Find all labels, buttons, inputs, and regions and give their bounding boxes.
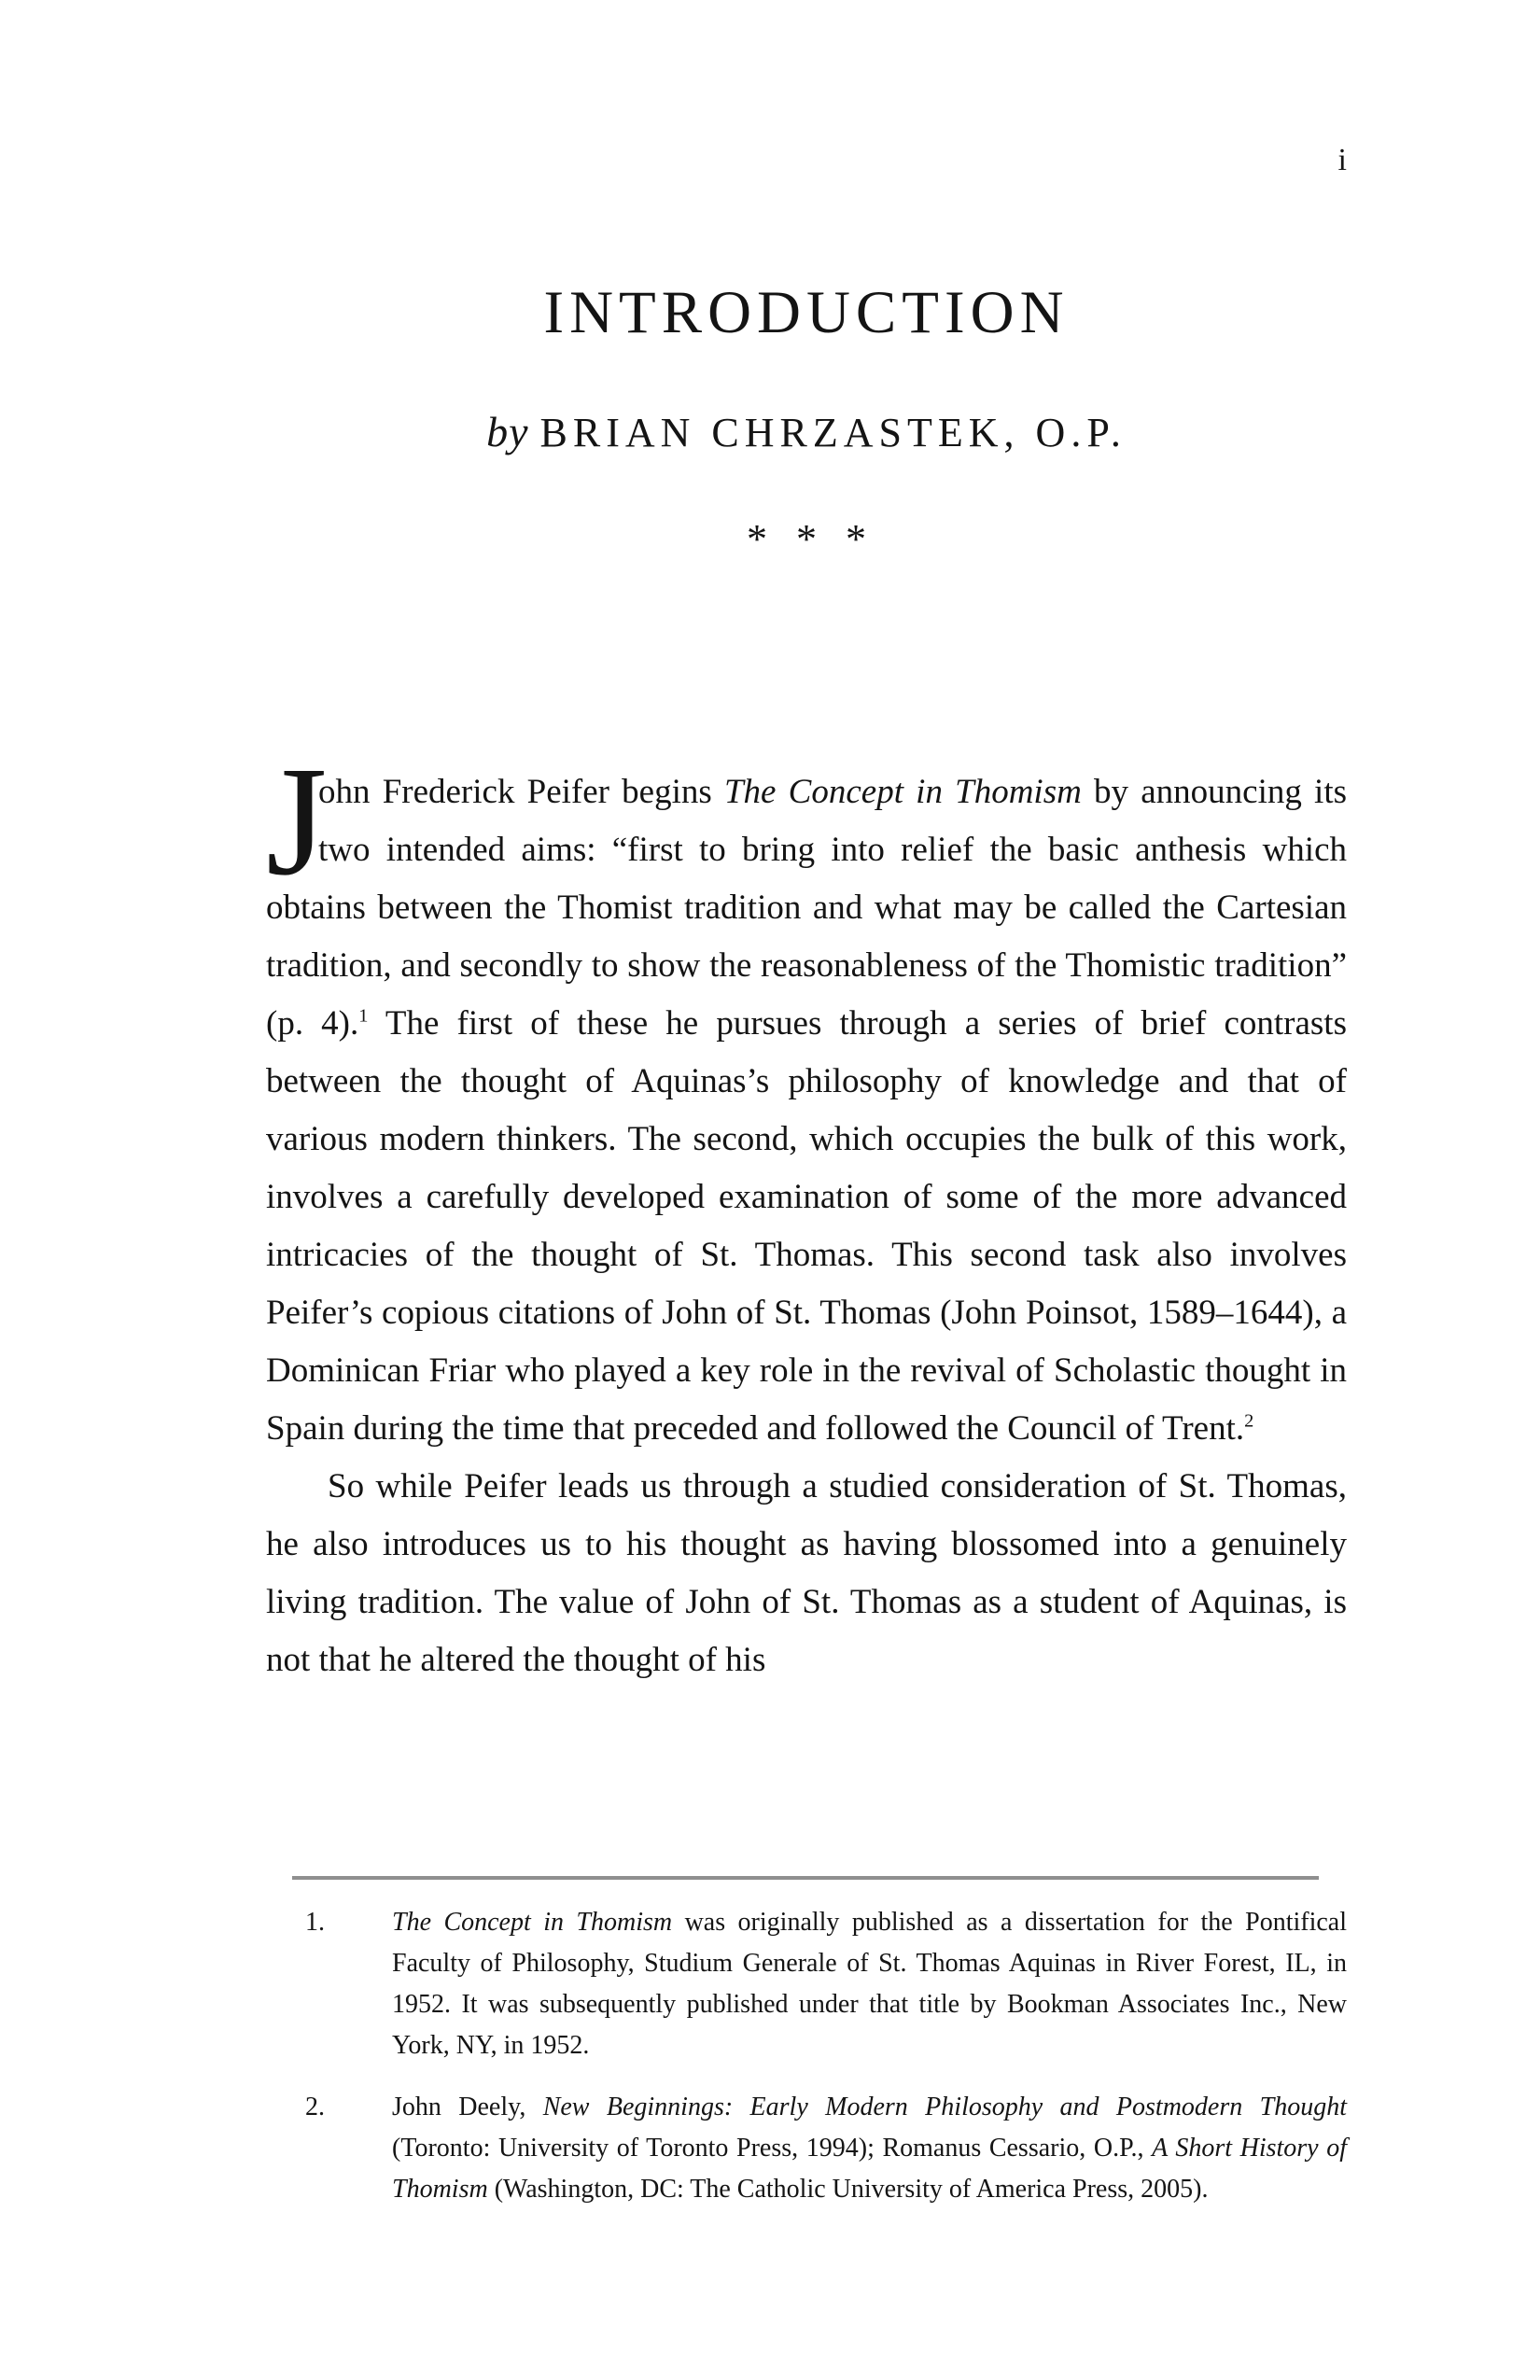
- footnote: [266, 2087, 1347, 2210]
- footnote-rule: [292, 1876, 1319, 1880]
- footnote-number: 2.: [305, 2093, 325, 2121]
- section-divider: * * *: [747, 516, 866, 562]
- footnotes-section: [266, 1876, 1347, 2210]
- byline: [229, 407, 1384, 456]
- footnote-text: John Deely, New Beginnings: Early Modern Philosophy and Postmodern Thought (Toronto: University of Toronto Press, 1994); Romanus Cessario, O.P., A Short History of Thomism (Washington, DC: The Catholic University of America Press, 2005).: [392, 2093, 1347, 2204]
- paragraph: J ohn Frederick Peifer begins The Concept in Thomism by announcing its two intended aims: “first to bring into relief the basic anthesis which obtains between the Thomist tradition and what may be called the Cartesian tradition, and secondly to show the reasonableness of the Thomistic tradition” (p. 4).$^1$ The first of these he pursues through a series of brief contrasts between the thought of Aquinas’s philosophy of knowledge and that of various modern thinkers. The second, which occupies the bulk of this work, involves a carefully developed examination of some of the more advanced intricacies of the thought of St. Thomas. This second task also involves Peifer’s copious citations of John of St. Thomas (John Poinsot, 1589–1644), a Dominican Friar who played a key role in the revival of Scholastic thought in Spain during the time that preceded and followed the Council of Trent.$^2$: [266, 735, 1347, 1448]
- body-text: [266, 735, 1347, 1689]
- paragraph: So while Peifer leads us through a studied consideration of St. Thomas, he also introduces us to his thought as having blossomed into a genuinely living tradition. The value of John of St. Thomas as a student of Aquinas, is not that he altered the thought of his: [266, 1467, 1347, 1679]
- drop-cap: J: [266, 735, 328, 908]
- byline-prefix: by: [486, 408, 529, 455]
- footnote-list: [266, 1902, 1347, 2210]
- author-name: BRIAN CHRZASTEK, O.P.: [539, 410, 1127, 455]
- page-number: i: [1337, 143, 1347, 177]
- footnote-number: 1.: [305, 1908, 325, 1937]
- footnote-text: The Concept in Thomism was originally published as a dissertation for the Pontifical Faculty of Philosophy, Studium Generale of St. Thomas Aquinas in River Forest, IL, in 1952. It was subsequently published under that title by Bookman Associates Inc., New York, NY, in 1952.: [392, 1908, 1347, 2060]
- chapter-title: INTRODUCTION: [543, 279, 1070, 346]
- footnote: [266, 1902, 1347, 2066]
